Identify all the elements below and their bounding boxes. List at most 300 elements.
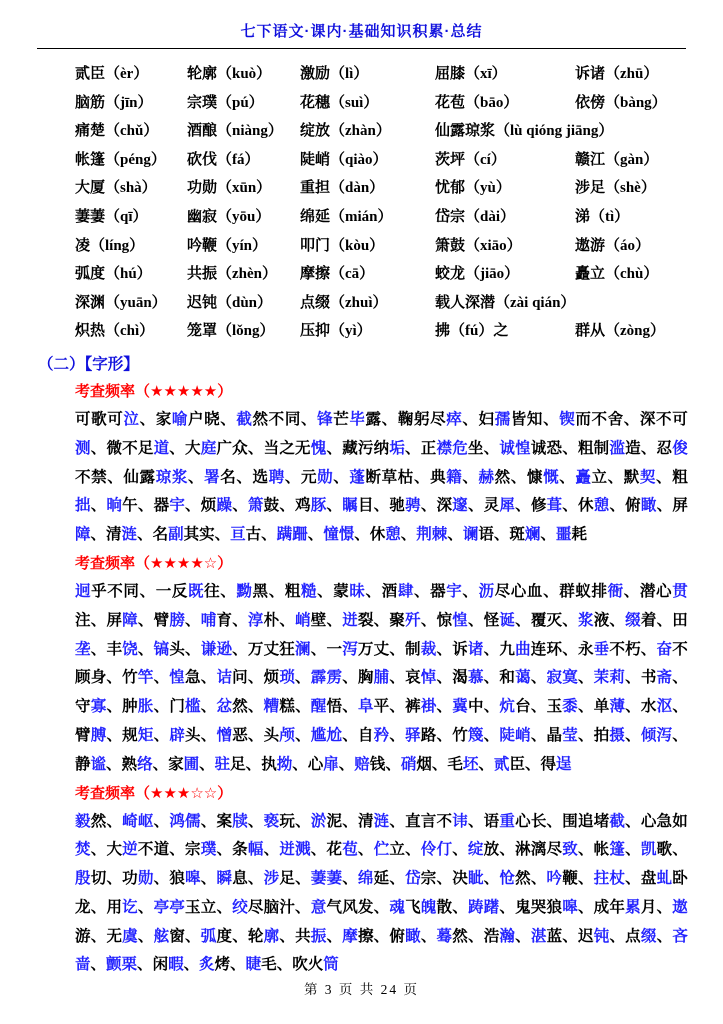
- pinyin-table-cell: 载人深潜（zài qián）: [435, 294, 576, 311]
- highlighted-char: 肆: [397, 582, 414, 600]
- highlighted-char: 诚惶: [499, 439, 531, 457]
- list-separator: 、: [200, 726, 217, 744]
- highlighted-char: 绞: [232, 898, 248, 916]
- plain-char: 仙露: [123, 468, 156, 486]
- list-separator: 、: [515, 927, 531, 945]
- list-separator: 、: [623, 582, 640, 600]
- highlighted-char: 讳: [452, 812, 468, 830]
- highlighted-char: 瞰: [640, 497, 657, 515]
- highlighted-char: 鸿儒: [169, 812, 201, 830]
- highlighted-char: 邃: [452, 497, 468, 515]
- list-separator: 、: [524, 755, 541, 773]
- plain-char: 尽心血: [494, 582, 544, 600]
- pinyin-table-cell: 脑筋（jīn）: [75, 94, 153, 111]
- plain-char: 门: [169, 698, 186, 716]
- list-separator: 、: [263, 841, 280, 859]
- plain-char: 皆知: [510, 410, 544, 428]
- word-item: [342, 928, 373, 945]
- pinyin-table-cell: 陡峭（qiào）: [300, 151, 388, 168]
- plain-char: 屏: [672, 497, 688, 515]
- list-separator: 、: [373, 898, 390, 916]
- plain-char: 藏污纳: [342, 439, 390, 457]
- plain-char: 芒: [333, 410, 350, 428]
- word-item: [169, 813, 200, 830]
- highlighted-char: 贰: [493, 755, 510, 773]
- highlighted-char: 睫: [245, 956, 262, 974]
- highlighted-char: 竿: [137, 669, 154, 687]
- plain-char: 微不足: [106, 439, 154, 457]
- word-item: [168, 756, 199, 773]
- plain-char: 然: [452, 927, 468, 945]
- word-item: [531, 497, 562, 514]
- highlighted-char: 尴尬: [310, 726, 343, 744]
- pinyin-table-cell: 笼罩（lǒng）: [187, 323, 275, 340]
- plain-char: 泥: [326, 812, 343, 830]
- highlighted-char: 筒: [323, 956, 339, 974]
- word-item: [452, 727, 483, 744]
- list-separator: 、: [326, 611, 343, 629]
- list-separator: 、: [276, 956, 293, 974]
- highlighted-char: 聘: [268, 468, 285, 486]
- word-item: [301, 469, 333, 486]
- plain-char: 断草枯: [365, 468, 414, 486]
- plain-char: 驰: [389, 497, 406, 515]
- list-separator: 、: [515, 611, 531, 629]
- word-item: [292, 956, 339, 973]
- list-separator: 、: [199, 755, 215, 773]
- highlighted-char: 豚: [310, 497, 327, 515]
- highlighted-char: 矩: [137, 726, 154, 744]
- plain-char: 家: [155, 410, 172, 428]
- list-separator: 、: [562, 611, 578, 629]
- word-list-3star: [75, 808, 688, 981]
- plain-char: 家: [168, 755, 184, 773]
- highlighted-char: 岱: [405, 870, 421, 888]
- word-item: [230, 526, 261, 543]
- word-item: [236, 583, 268, 600]
- highlighted-char: 绽: [467, 841, 484, 859]
- list-separator: 、: [295, 812, 311, 830]
- word-item: [75, 698, 106, 715]
- plain-char: 语: [483, 812, 500, 830]
- plain-char: 俯: [389, 927, 406, 945]
- plain-char: 肿: [122, 698, 138, 716]
- section-title: （二）【字形】: [38, 355, 139, 373]
- highlighted-char: 孺: [494, 410, 511, 428]
- word-item: [484, 813, 547, 830]
- word-item: [358, 870, 389, 887]
- plain-char: 散: [436, 898, 453, 916]
- word-item: [216, 813, 247, 830]
- list-separator: 、: [338, 755, 355, 773]
- plain-char: 屏: [106, 611, 123, 629]
- word-item: [154, 641, 185, 658]
- highlighted-char: 倾泻: [640, 726, 673, 744]
- list-separator: 、: [577, 669, 594, 687]
- pinyin-table-cell: 诉诸（zhū）: [575, 66, 659, 82]
- highlighted-char: 矜: [373, 726, 390, 744]
- highlighted-char: 澜: [295, 640, 311, 658]
- plain-char: 糕: [279, 698, 296, 716]
- highlighted-char: 怆: [499, 870, 516, 888]
- word-item: [201, 928, 232, 945]
- word-item: [447, 756, 478, 773]
- word-list-5star: [75, 406, 688, 550]
- highlighted-char: 胀: [137, 698, 154, 716]
- plain-char: 拍: [593, 726, 610, 744]
- list-separator: 、: [625, 812, 641, 830]
- list-separator: 、: [137, 898, 154, 916]
- highlighted-char: 硝: [400, 755, 417, 773]
- list-separator: 、: [232, 640, 248, 658]
- plain-char: 往: [204, 582, 221, 600]
- list-separator: 、: [672, 726, 688, 744]
- word-item: [578, 928, 609, 945]
- list-separator: 、: [609, 611, 626, 629]
- list-separator: 、: [562, 640, 578, 658]
- highlighted-char: 扉: [323, 755, 339, 773]
- list-separator: 、: [365, 582, 382, 600]
- highlighted-char: 蓦: [436, 927, 453, 945]
- list-separator: 、: [153, 698, 170, 716]
- highlighted-char: 亭亭: [153, 898, 186, 916]
- word-item: [641, 698, 672, 715]
- list-separator: 、: [373, 927, 390, 945]
- word-item: [594, 870, 625, 887]
- word-item: [253, 469, 285, 486]
- plain-char: 慷: [526, 468, 544, 486]
- word-item: [311, 899, 374, 916]
- highlighted-char: 斓: [524, 526, 541, 544]
- list-separator: 、: [300, 410, 318, 428]
- plain-char: 飞: [405, 898, 421, 916]
- word-item: [358, 669, 389, 686]
- word-item: [156, 411, 221, 428]
- list-separator: 、: [578, 698, 594, 716]
- word-item: [311, 669, 342, 686]
- word-item: [216, 727, 247, 744]
- highlighted-char: 毅: [75, 812, 91, 830]
- highlighted-char: 矗: [575, 468, 592, 486]
- word-item: [106, 440, 169, 457]
- plain-char: 点: [625, 927, 641, 945]
- list-separator: 、: [169, 439, 186, 457]
- highlighted-char: 瞬: [216, 870, 233, 888]
- word-item: [154, 497, 185, 514]
- word-item: [547, 727, 578, 744]
- list-separator: 、: [499, 841, 516, 859]
- highlighted-char: 嗥: [562, 898, 578, 916]
- plain-char: 急: [185, 669, 201, 687]
- list-separator: 、: [467, 497, 484, 515]
- word-item: [430, 469, 462, 486]
- list-separator: 、: [342, 870, 358, 888]
- plain-char: 器: [430, 582, 447, 600]
- pinyin-table-cell: 点缀（zhuì）: [300, 294, 388, 311]
- highlighted-char: 滥: [609, 439, 626, 457]
- plain-char: 直言不: [405, 812, 453, 830]
- list-separator: 、: [483, 640, 500, 658]
- plain-char: 玩: [279, 812, 296, 830]
- highlighted-char: 瘁: [446, 410, 463, 428]
- list-separator: 、: [106, 755, 122, 773]
- page-footer: 第 3 页 共 24 页: [303, 982, 420, 997]
- plain-char: 臂: [75, 726, 91, 744]
- list-separator: 、: [389, 726, 406, 744]
- plain-char: 俯: [625, 497, 641, 515]
- plain-char: 一反: [155, 582, 188, 600]
- list-separator: 、: [317, 582, 334, 600]
- plain-char: 心: [307, 755, 324, 773]
- plain-char: 目: [357, 497, 374, 515]
- highlighted-char: 湛: [530, 927, 547, 945]
- plain-char: 黑: [252, 582, 269, 600]
- word-item: [122, 870, 153, 887]
- list-separator: 、: [389, 698, 406, 716]
- plain-char: 九: [499, 640, 516, 658]
- highlighted-char: 重: [499, 812, 516, 830]
- plain-char: 头: [169, 640, 186, 658]
- list-separator: 、: [546, 812, 563, 830]
- frequency-label: 考查频率（★★★★☆）: [75, 554, 233, 572]
- plain-char: 坐: [467, 439, 484, 457]
- highlighted-char: 逞: [555, 755, 572, 773]
- highlighted-char: 歼: [405, 611, 421, 629]
- list-separator: 、: [607, 468, 624, 486]
- list-separator: 、: [562, 927, 578, 945]
- word-item: [421, 440, 484, 457]
- word-item: [75, 583, 140, 600]
- plain-char: 灵: [483, 497, 500, 515]
- list-separator: 、: [90, 841, 107, 859]
- highlighted-char: 圃: [183, 755, 200, 773]
- plain-char: 鞠躬尽: [397, 410, 447, 428]
- highlighted-char: 寂寞: [546, 669, 578, 687]
- plain-char: 着: [640, 611, 657, 629]
- word-item: [625, 612, 656, 629]
- list-separator: 、: [216, 841, 233, 859]
- word-item: [264, 698, 295, 715]
- word-item: [169, 698, 200, 715]
- word-item: [122, 756, 153, 773]
- list-separator: 、: [216, 898, 233, 916]
- list-separator: 、: [295, 898, 311, 916]
- highlighted-char: 宇: [169, 497, 186, 515]
- list-separator: 、: [90, 956, 107, 974]
- highlighted-char: 吝啬: [75, 927, 688, 974]
- word-item: [479, 411, 544, 428]
- list-separator: 、: [326, 439, 343, 457]
- word-item: [358, 727, 389, 744]
- list-separator: 、: [137, 956, 153, 974]
- plain-char: 万丈: [357, 640, 390, 658]
- word-item: [452, 669, 483, 686]
- plain-char: 粗: [284, 582, 301, 600]
- word-item: [452, 870, 483, 887]
- word-item: [75, 813, 106, 830]
- list-separator: 、: [106, 669, 123, 687]
- highlighted-char: 弧: [200, 927, 217, 945]
- plain-char: 清: [106, 526, 122, 544]
- highlighted-char: 讫: [122, 898, 138, 916]
- list-separator: 、: [672, 841, 688, 859]
- word-item: [277, 526, 308, 543]
- list-separator: 、: [562, 497, 578, 515]
- highlighted-char: 谰: [462, 526, 479, 544]
- highlighted-char: 沤: [656, 698, 673, 716]
- plain-char: 露: [365, 410, 382, 428]
- list-separator: 、: [169, 841, 186, 859]
- list-separator: 、: [385, 755, 401, 773]
- list-separator: 、: [268, 582, 285, 600]
- list-separator: 、: [230, 956, 246, 974]
- highlighted-char: 籍: [446, 468, 463, 486]
- list-separator: 、: [510, 468, 527, 486]
- plain-char: 狼: [169, 870, 186, 888]
- word-item: [370, 526, 401, 543]
- word-item: [594, 698, 625, 715]
- word-item: [463, 526, 494, 543]
- word-item: [75, 411, 140, 428]
- plain-char: 选: [252, 468, 269, 486]
- list-separator: 、: [342, 812, 358, 830]
- list-separator: 、: [577, 841, 594, 859]
- plain-char: 玉: [546, 698, 563, 716]
- list-separator: 、: [185, 640, 201, 658]
- plain-char: 吹火: [292, 956, 324, 974]
- list-separator: 、: [373, 611, 390, 629]
- word-item: [106, 641, 137, 658]
- plain-char: 无: [106, 927, 123, 945]
- highlighted-char: 萋萋: [310, 870, 343, 888]
- highlighted-char: 谧: [90, 755, 107, 773]
- plain-char: 古: [245, 526, 262, 544]
- word-item: [594, 669, 625, 686]
- plain-char: 帐: [593, 841, 610, 859]
- plain-char: 守: [75, 698, 91, 716]
- highlighted-char: 迸溅: [279, 841, 311, 859]
- word-item: [122, 669, 153, 686]
- list-separator: 、: [530, 726, 547, 744]
- list-separator: 、: [185, 927, 201, 945]
- word-item: [216, 870, 247, 887]
- plain-char: 永: [577, 640, 594, 658]
- highlighted-char: 陡峭: [499, 726, 531, 744]
- highlighted-char: 篷: [609, 841, 626, 859]
- plain-char: 休: [578, 497, 594, 515]
- list-separator: 、: [152, 755, 169, 773]
- plain-char: 广众: [216, 439, 248, 457]
- word-item: [499, 440, 562, 457]
- word-item: [122, 813, 153, 830]
- plain-char: 执: [261, 755, 277, 773]
- highlighted-char: 霹雳: [310, 669, 343, 687]
- highlighted-char: 憎: [216, 726, 233, 744]
- list-separator: 、: [310, 841, 327, 859]
- pinyin-table-cell: 涉足（shè）: [575, 180, 656, 197]
- plain-char: 竹: [452, 726, 468, 744]
- highlighted-char: 悼: [420, 669, 437, 687]
- highlighted-char: 斋: [656, 669, 673, 687]
- pinyin-table-cell: 矗立（chù）: [575, 266, 659, 283]
- pinyin-table-cell: 绵延（mián）: [300, 208, 393, 225]
- highlighted-char: 诞: [499, 611, 516, 629]
- highlighted-char: 骋: [405, 497, 421, 515]
- word-item: [499, 669, 530, 686]
- plain-char: 擦: [357, 927, 374, 945]
- plain-char: 制: [405, 640, 421, 658]
- highlighted-char: 昧: [349, 582, 366, 600]
- list-separator: 、: [640, 439, 657, 457]
- plain-char: 不顾身: [75, 640, 688, 687]
- list-separator: 、: [483, 698, 500, 716]
- highlighted-char: 崎岖: [122, 812, 154, 830]
- plain-char: 钱: [369, 755, 386, 773]
- list-separator: 、: [656, 468, 673, 486]
- word-item: [154, 612, 185, 629]
- plain-char: 窗: [169, 927, 186, 945]
- pinyin-table-cell: 功勋（xūn）: [187, 180, 272, 197]
- word-item: [154, 899, 217, 916]
- pinyin-table-cell: 花苞（bāo）: [435, 94, 519, 111]
- list-separator: 、: [90, 526, 107, 544]
- highlighted-char: 憩: [593, 497, 610, 515]
- plain-char: 气风发: [326, 898, 374, 916]
- word-item: [358, 698, 389, 715]
- list-separator: 、: [540, 526, 556, 544]
- plain-char: 案: [216, 812, 233, 830]
- list-separator: 、: [483, 870, 500, 888]
- highlighted-char: 障: [75, 526, 91, 544]
- list-separator: 、: [436, 726, 453, 744]
- pinyin-table-cell: 箫鼓（xiāo）: [435, 237, 522, 254]
- highlighted-char: 伫: [373, 841, 390, 859]
- word-item: [123, 469, 188, 486]
- list-separator: 、: [483, 669, 500, 687]
- highlighted-char: 障: [122, 611, 138, 629]
- plain-char: 裂: [357, 611, 374, 629]
- word-item: [106, 526, 137, 543]
- word-item: [578, 497, 609, 514]
- highlighted-char: 焚: [75, 841, 91, 859]
- pinyin-table-cell: 依傍（bàng）: [575, 94, 667, 111]
- pinyin-table: [75, 60, 688, 346]
- list-separator: 、: [137, 526, 153, 544]
- list-separator: 、: [413, 582, 431, 600]
- word-item: [342, 440, 405, 457]
- highlighted-char: 驻: [214, 755, 231, 773]
- highlighted-char: 黍: [562, 698, 578, 716]
- highlighted-char: 颤栗: [106, 956, 138, 974]
- highlighted-char: 契: [639, 468, 657, 486]
- list-separator: 、: [483, 439, 500, 457]
- word-item: [311, 698, 342, 715]
- list-separator: 、: [232, 611, 248, 629]
- highlighted-char: 饶: [122, 640, 138, 658]
- list-separator: 、: [530, 698, 547, 716]
- plain-char: 大: [185, 439, 201, 457]
- list-separator: 、: [354, 526, 370, 544]
- list-separator: 、: [245, 755, 262, 773]
- highlighted-char: 毕: [349, 410, 366, 428]
- pinyin-table-cell: 花穗（suì）: [300, 94, 379, 111]
- pinyin-table-cell: 弧度（hú）: [75, 266, 152, 283]
- pinyin-table-cell: 宗璞（pú）: [187, 94, 264, 111]
- pinyin-table-cell: 贰臣（èr）: [75, 66, 149, 82]
- plain-char: 万丈狂: [247, 640, 296, 658]
- plain-char: 度: [216, 927, 233, 945]
- word-item: [75, 727, 106, 744]
